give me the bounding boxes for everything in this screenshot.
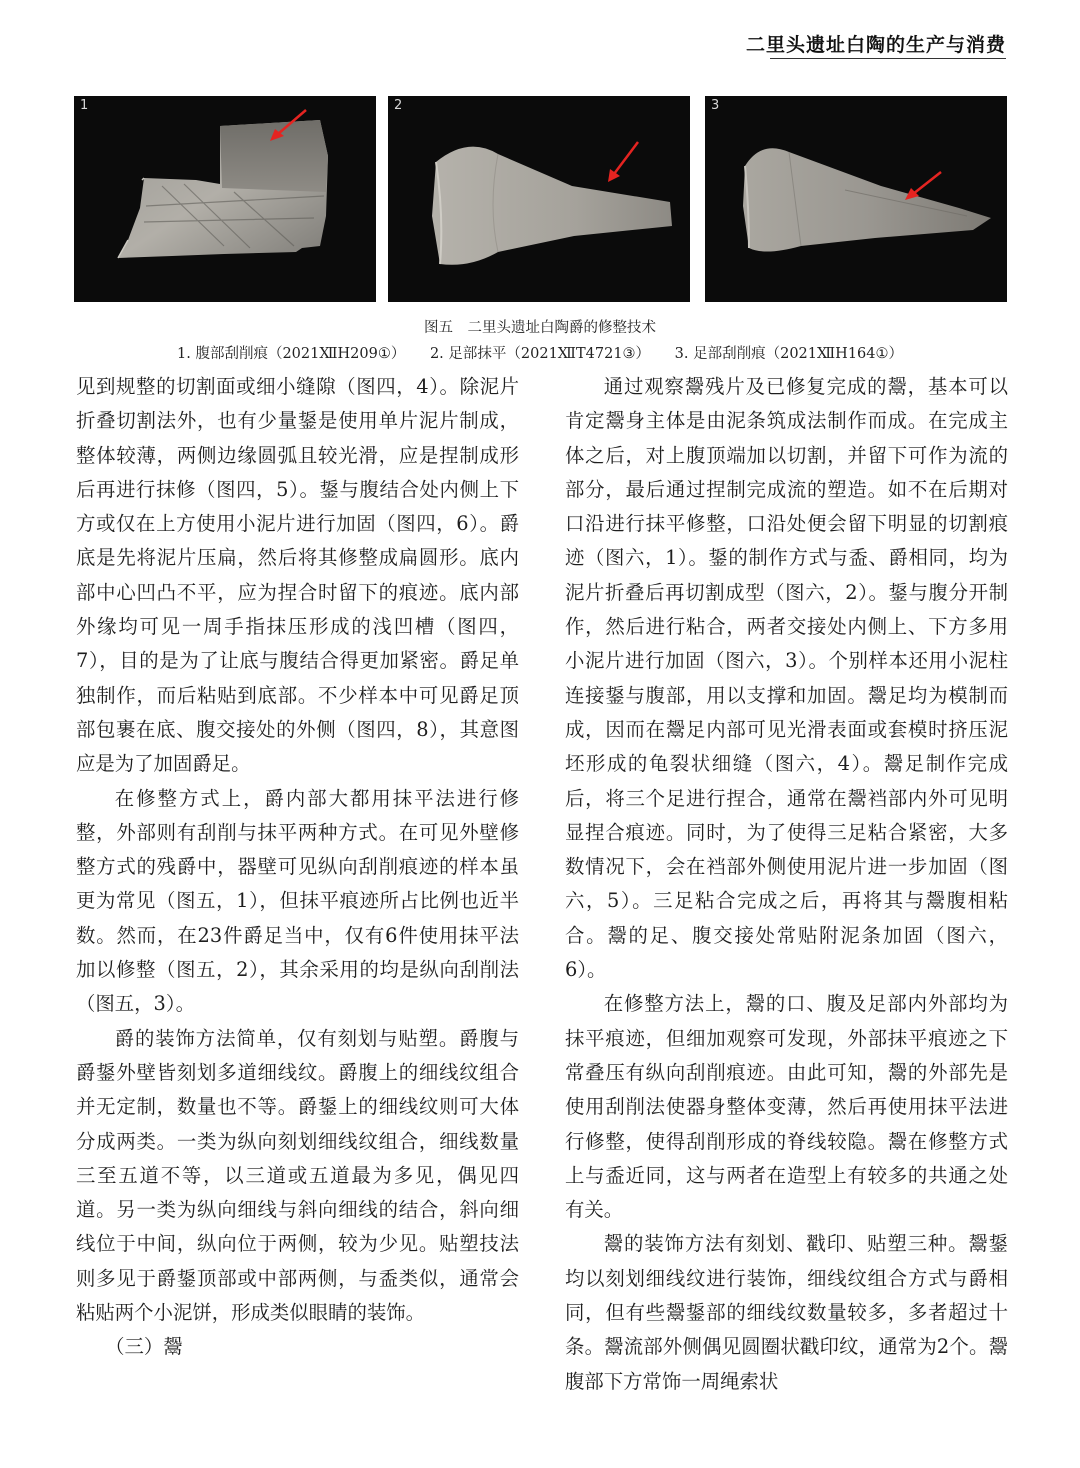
red-arrow-icon bbox=[388, 96, 690, 302]
paragraph: 在修整方法上，鬶的口、腹及足部内外部均为抹平痕迹，但细加观察可发现，外部抹平痕迹之下常叠压有纵向刮削痕迹。由此可知，鬶的外部先是使用刮削法使器身整体变薄，然后再使用抹平法进行修整，使得刮削形成的脊线较隐。鬶在修整方式上与盉近同，这与两者在造型上有较多的共通之处有关。 bbox=[565, 992, 1008, 1222]
red-arrow-icon bbox=[74, 96, 376, 302]
paragraph: 在修整方式上，爵内部大都用抹平法进行修整，外部则有刮削与抹平两种方式。在可见外壁修整方式的残爵中，器壁可见纵向刮削痕迹的样本虽更为常见（图五，1），但抹平痕迹所占比例也近半数。然而，在23件爵足当中，仅有6件使用抹平法加以修整（图五，2），其余采用的均是纵向刮削法（图五，3）。 bbox=[76, 786, 519, 1016]
figure-photo-3 bbox=[705, 96, 1007, 302]
caption-item: 1. 腹部刮削痕（2021ⅫH209①） bbox=[177, 346, 406, 362]
header-rule bbox=[770, 58, 1006, 59]
running-title: 二里头遗址白陶的生产与消费 bbox=[745, 34, 1006, 56]
paragraph: 爵的装饰方法简单，仅有刻划与贴塑。爵腹与爵鋬外壁皆刻划多道细线纹。爵腹上的细线纹组合并无定制，数量也不等。爵鋬上的细线纹则可大体分成两类。一类为纵向刻划细线纹组合，细线数量三至五道不等，以三道或五道最为多见，偶见四道。另一类为纵向细线与斜向细线的结合，斜向细线位于中间，纵向位于两侧，较为少见。贴塑技法则多见于爵鋬顶部或中部两侧，与盉类似，通常会粘贴两个小泥饼，形成类似眼睛的装饰。 bbox=[76, 1026, 519, 1325]
figure-caption-items bbox=[74, 342, 1006, 363]
right-column bbox=[565, 370, 1008, 1399]
caption-item: 2. 足部抹平（2021ⅫT4721③） bbox=[429, 346, 651, 362]
figure-photo-2 bbox=[388, 96, 690, 302]
left-column bbox=[76, 370, 519, 1365]
figure-photo-1 bbox=[74, 96, 376, 302]
paragraph: 通过观察鬶残片及已修复完成的鬶，基本可以肯定鬶身主体是由泥条筑成法制作而成。在完成主体之后，对上腹顶端加以切割，并留下可作为流的部分，最后通过捏制完成流的塑造。如不在后期对口沿进行抹平修整，口沿处便会留下明显的切割痕迹（图六，1）。鋬的制作方式与盉、爵相同，均为泥片折叠后再切割成型（图六，2）。鋬与腹分开制作，然后进行粘合，两者交接处内侧上、下方多用小泥片进行加固（图六，3）。个别样本还用小泥柱连接鋬与腹部，用以支撑和加固。鬶足均为模制而成，因而在鬶足内部可见光滑表面或套模时挤压泥坯形成的龟裂状细缝（图六，4）。鬶足制作完成后，将三个足进行捏合，通常在鬶裆部内外可见明显捏合痕迹。同时，为了使得三足粘合紧密，大多数情况下，会在裆部外侧使用泥片进一步加固（图六，5）。三足粘合完成之后，再将其与鬶腹相粘合。鬶的足、腹交接处常贴附泥条加固（图六，6）。 bbox=[565, 375, 1008, 982]
paragraph: 鬶的装饰方法有刻划、戳印、贴塑三种。鬶鋬均以刻划细线纹进行装饰，细线纹组合方式与爵相同，但有些鬶鋬部的细线纹数量较多，多者超过十条。鬶流部外侧偶见圆圈状戳印纹，通常为2个。鬶腹部下方常饰一周绳索状 bbox=[565, 1232, 1008, 1393]
section-heading: （三）鬶 bbox=[105, 1335, 183, 1359]
panel-number: 3 bbox=[711, 98, 720, 113]
panel-number: 2 bbox=[394, 98, 403, 113]
paragraph: 见到规整的切割面或细小缝隙（图四，4）。除泥片折叠切割法外，也有少量鋬是使用单片泥片制成，整体较薄，两侧边缘圆弧且较光滑，应是捏制成形后再进行抹修（图四，5）。鋬与腹结合处内侧上下方或仅在上方使用小泥片进行加固（图四，6）。爵底是先将泥片压扁，然后将其修整成扁圆形。底内部中心凹凸不平，应为捏合时留下的痕迹。底内部外缘均可见一周手指抹压形成的浅凹槽（图四，7），目的是为了让底与腹结合得更加紧密。爵足单独制作，而后粘贴到底部。不少样本中可见爵足顶部包裹在底、腹交接处的外侧（图四，8），其意图应是为了加固爵足。 bbox=[76, 375, 519, 776]
panel-number: 1 bbox=[80, 98, 89, 113]
caption-item: 3. 足部刮削痕（2021ⅫH164①） bbox=[674, 346, 903, 362]
figure-caption-title: 图五 二里头遗址白陶爵的修整技术 bbox=[424, 320, 656, 336]
red-arrow-icon bbox=[705, 96, 1007, 302]
